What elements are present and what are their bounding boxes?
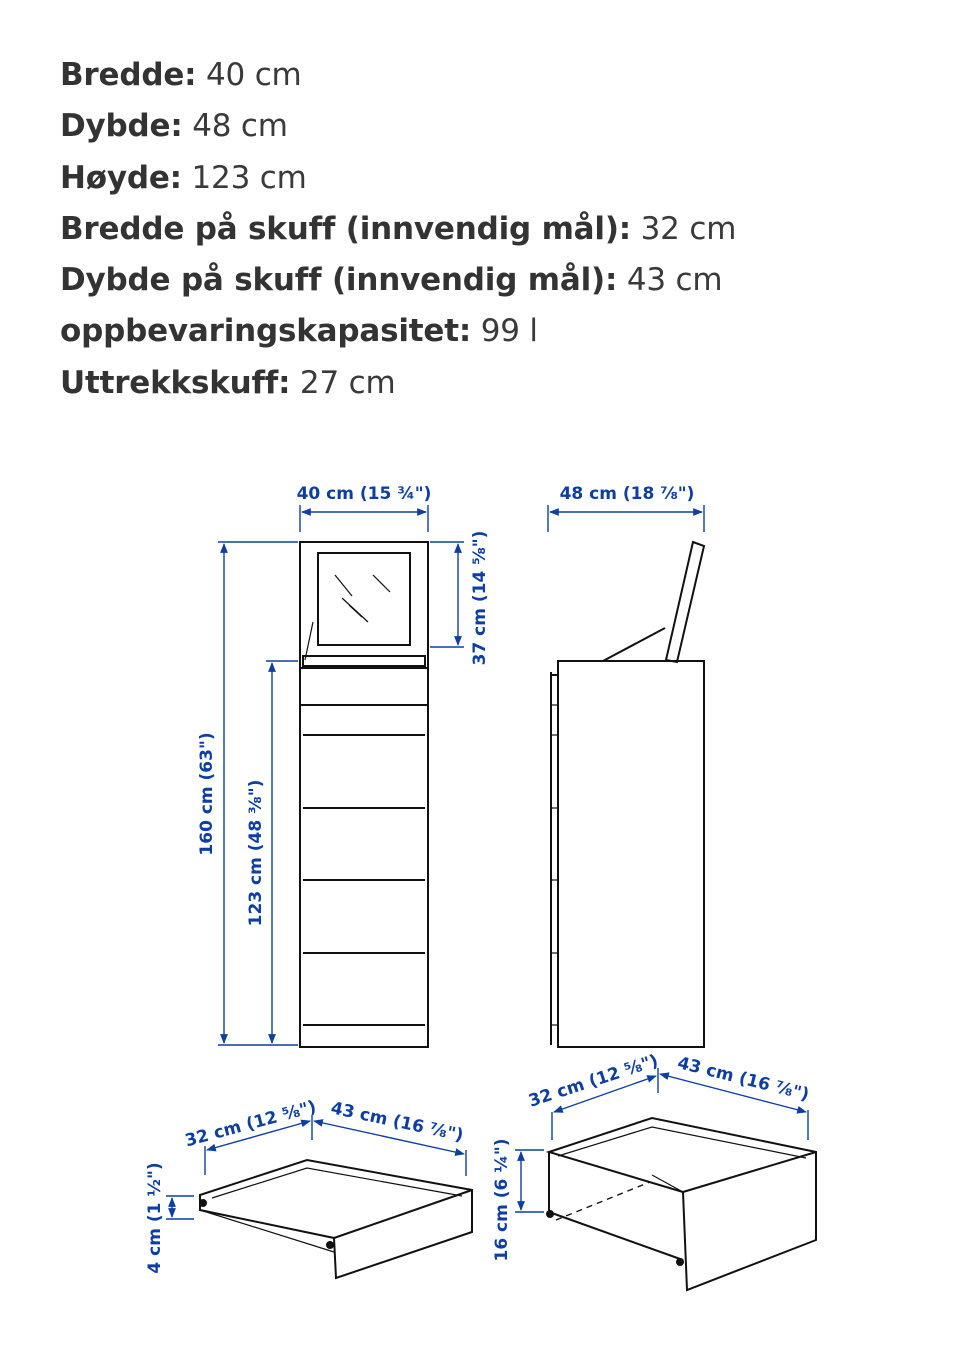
large-drawer (492, 1051, 816, 1290)
spec-drawer-depth (60, 255, 736, 306)
small-drawer (145, 1097, 472, 1278)
body-height-label: 123 cm (48 ⅜") (246, 779, 266, 927)
mirror-glass (318, 553, 410, 645)
spec-value: 27 cm (299, 364, 396, 401)
spec-value: 43 cm (626, 262, 723, 299)
spec-label: Bredde: (60, 57, 197, 93)
spec-list (60, 50, 736, 409)
cabinet-side-outline (558, 661, 704, 1047)
spec-width (60, 50, 736, 101)
spec-value: 99 l (480, 313, 538, 350)
total-height-label: 160 cm (63") (197, 732, 217, 856)
lid-stay (603, 628, 665, 661)
mirror-reflection (373, 575, 390, 592)
small-drawer-depth-label: 43 cm (16 ⅞") (329, 1098, 466, 1146)
spec-value: 123 cm (191, 159, 307, 196)
spec-label: Bredde på skuff (innvendig mål): (60, 210, 631, 247)
small-drawer-height-label: 4 cm (1 ½") (145, 1162, 165, 1274)
mirror-height-label: 37 cm (14 ⅝") (470, 530, 490, 666)
spec-capacity (60, 306, 736, 357)
spec-height (60, 153, 736, 204)
spec-depth (60, 101, 736, 152)
top-lid (303, 656, 425, 666)
mirror-stay (305, 622, 313, 660)
dimension-diagram (0, 430, 960, 1367)
spec-label: Dybde på skuff (innvendig mål): (60, 262, 618, 299)
front-view (197, 484, 490, 1047)
large-drawer-width-label: 32 cm (12 ⅝") (526, 1050, 661, 1112)
mirror-reflection (349, 605, 362, 617)
front-width-label: 40 cm (15 ¾") (296, 484, 432, 504)
side-depth-label: 48 cm (18 ⅞") (559, 484, 695, 504)
large-drawer-depth-label: 43 cm (16 ⅞") (675, 1053, 812, 1106)
mirror-reflection (335, 575, 352, 596)
mirror-lid-open (666, 542, 704, 662)
spec-label: oppbevaringskapasitet: (60, 313, 472, 350)
spec-drawer-width (60, 204, 736, 255)
spec-value: 40 cm (206, 57, 302, 93)
small-drawer-outline (200, 1160, 472, 1278)
spec-label: Høyde: (60, 159, 182, 196)
spec-label: Uttrekkskuff: (60, 364, 291, 401)
spec-value: 32 cm (640, 210, 737, 247)
spec-pullout (60, 358, 736, 409)
side-view (548, 484, 704, 1047)
small-drawer-width-label: 32 cm (12 ⅝") (182, 1097, 319, 1152)
spec-label: Dybde: (60, 108, 183, 145)
spec-value: 48 cm (192, 108, 288, 145)
large-drawer-height-label: 16 cm (6 ¼") (492, 1138, 512, 1262)
